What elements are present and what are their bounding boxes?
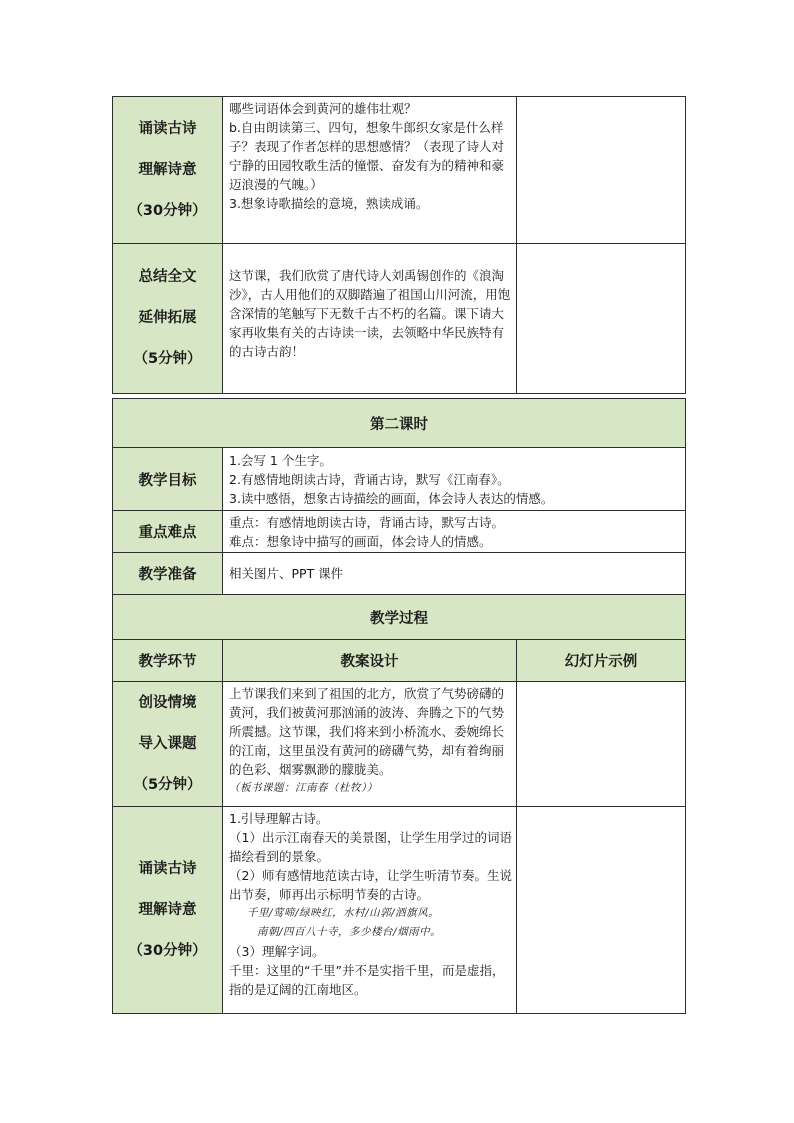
stage-label: 总结全文 延伸拓展 （5分钟） [113, 244, 223, 394]
teaching-process-title: 教学过程 [113, 595, 686, 640]
teaching-goals-cell: 1.会写 1 个生字。 2.有感情地朗读古诗，背诵古诗，默写《江南春》。 3.读中感悟，想象古诗描绘的画面，体会诗人表达的情感。 [223, 448, 686, 511]
plan-design-cell: 这节课，我们欣赏了唐代诗人刘禹锡创作的《浪淘沙》，古人用他们的双脚踏遍了祖国山川河流，用饱含深情的笔触写下无数千古不朽的名篇。课下请大家再收集有关的古诗读一读，去领略中华民族特有的古诗古韵！ [223, 244, 517, 394]
slide-example-cell [517, 97, 686, 244]
table-row [113, 682, 686, 807]
table-row [113, 807, 686, 1014]
plan-design-cell: 上节课我们来到了祖国的北方，欣赏了气势磅礴的黄河，我们被黄河那汹涌的波涛、奔腾之下的气势所震撼。这节课，我们将来到小桥流水、委婉绵长的江南，这里虽没有黄河的磅礴气势，却有着绚丽的色彩、烟雾飘渺的朦胧美。 （板书课题：江南春（杜牧）） [223, 682, 517, 807]
table-row [113, 640, 686, 682]
slide-example-cell [517, 807, 686, 1014]
stage-label: 创设情境 导入课题 （5分钟） [113, 682, 223, 807]
column-header-design: 教案设计 [223, 640, 517, 682]
slide-example-cell [517, 244, 686, 394]
table-row [113, 97, 686, 244]
teaching-prep-cell: 相关图片、PPT 课件 [223, 553, 686, 595]
lesson-plan-table-part1 [112, 96, 686, 394]
table-row [113, 244, 686, 394]
table-row [113, 448, 686, 511]
teaching-prep-label: 教学准备 [113, 553, 223, 595]
lesson-period-title: 第二课时 [113, 399, 686, 448]
slide-example-cell [517, 682, 686, 807]
table-row [113, 399, 686, 448]
table-row [113, 511, 686, 553]
lesson-plan-table-part2 [112, 398, 686, 1014]
column-header-slides: 幻灯片示例 [517, 640, 686, 682]
teaching-goals-label: 教学目标 [113, 448, 223, 511]
table-row [113, 595, 686, 640]
table-row [113, 553, 686, 595]
column-header-stage: 教学环节 [113, 640, 223, 682]
plan-design-cell: 哪些词语体会到黄河的雄伟壮观？ b.自由朗读第三、四句，想象牛郎织女家是什么样子？表现了作者怎样的思想感情？（表现了诗人对宁静的田园牧歌生活的憧憬、奋发有为的精神和豪迈浪漫的气魄。） 3.想象诗歌描绘的意境，熟读成诵。 [223, 97, 517, 244]
plan-design-cell: 1.引导理解古诗。 （1）出示江南春天的美景图，让学生用学过的词语描绘看到的景象。 （2）师有感情地范读古诗，让学生听清节奏。生说出节奏，师再出示标明节奏的古诗。 千里/莺啼/绿映红，水村/山郭/酒旗风。 南朝/四百八十寺，多少楼台/烟雨中。 （3）理解字词。 千里：这里的“千里”并不是实指千里，而是虚指，指的是辽阔的江南地区。 [223, 807, 517, 1014]
stage-label: 诵读古诗 理解诗意 （30分钟） [113, 97, 223, 244]
key-points-label: 重点难点 [113, 511, 223, 553]
stage-label: 诵读古诗 理解诗意 （30分钟） [113, 807, 223, 1014]
key-points-cell: 重点：有感情地朗读古诗，背诵古诗，默写古诗。 难点：想象诗中描写的画面，体会诗人的情感。 [223, 511, 686, 553]
